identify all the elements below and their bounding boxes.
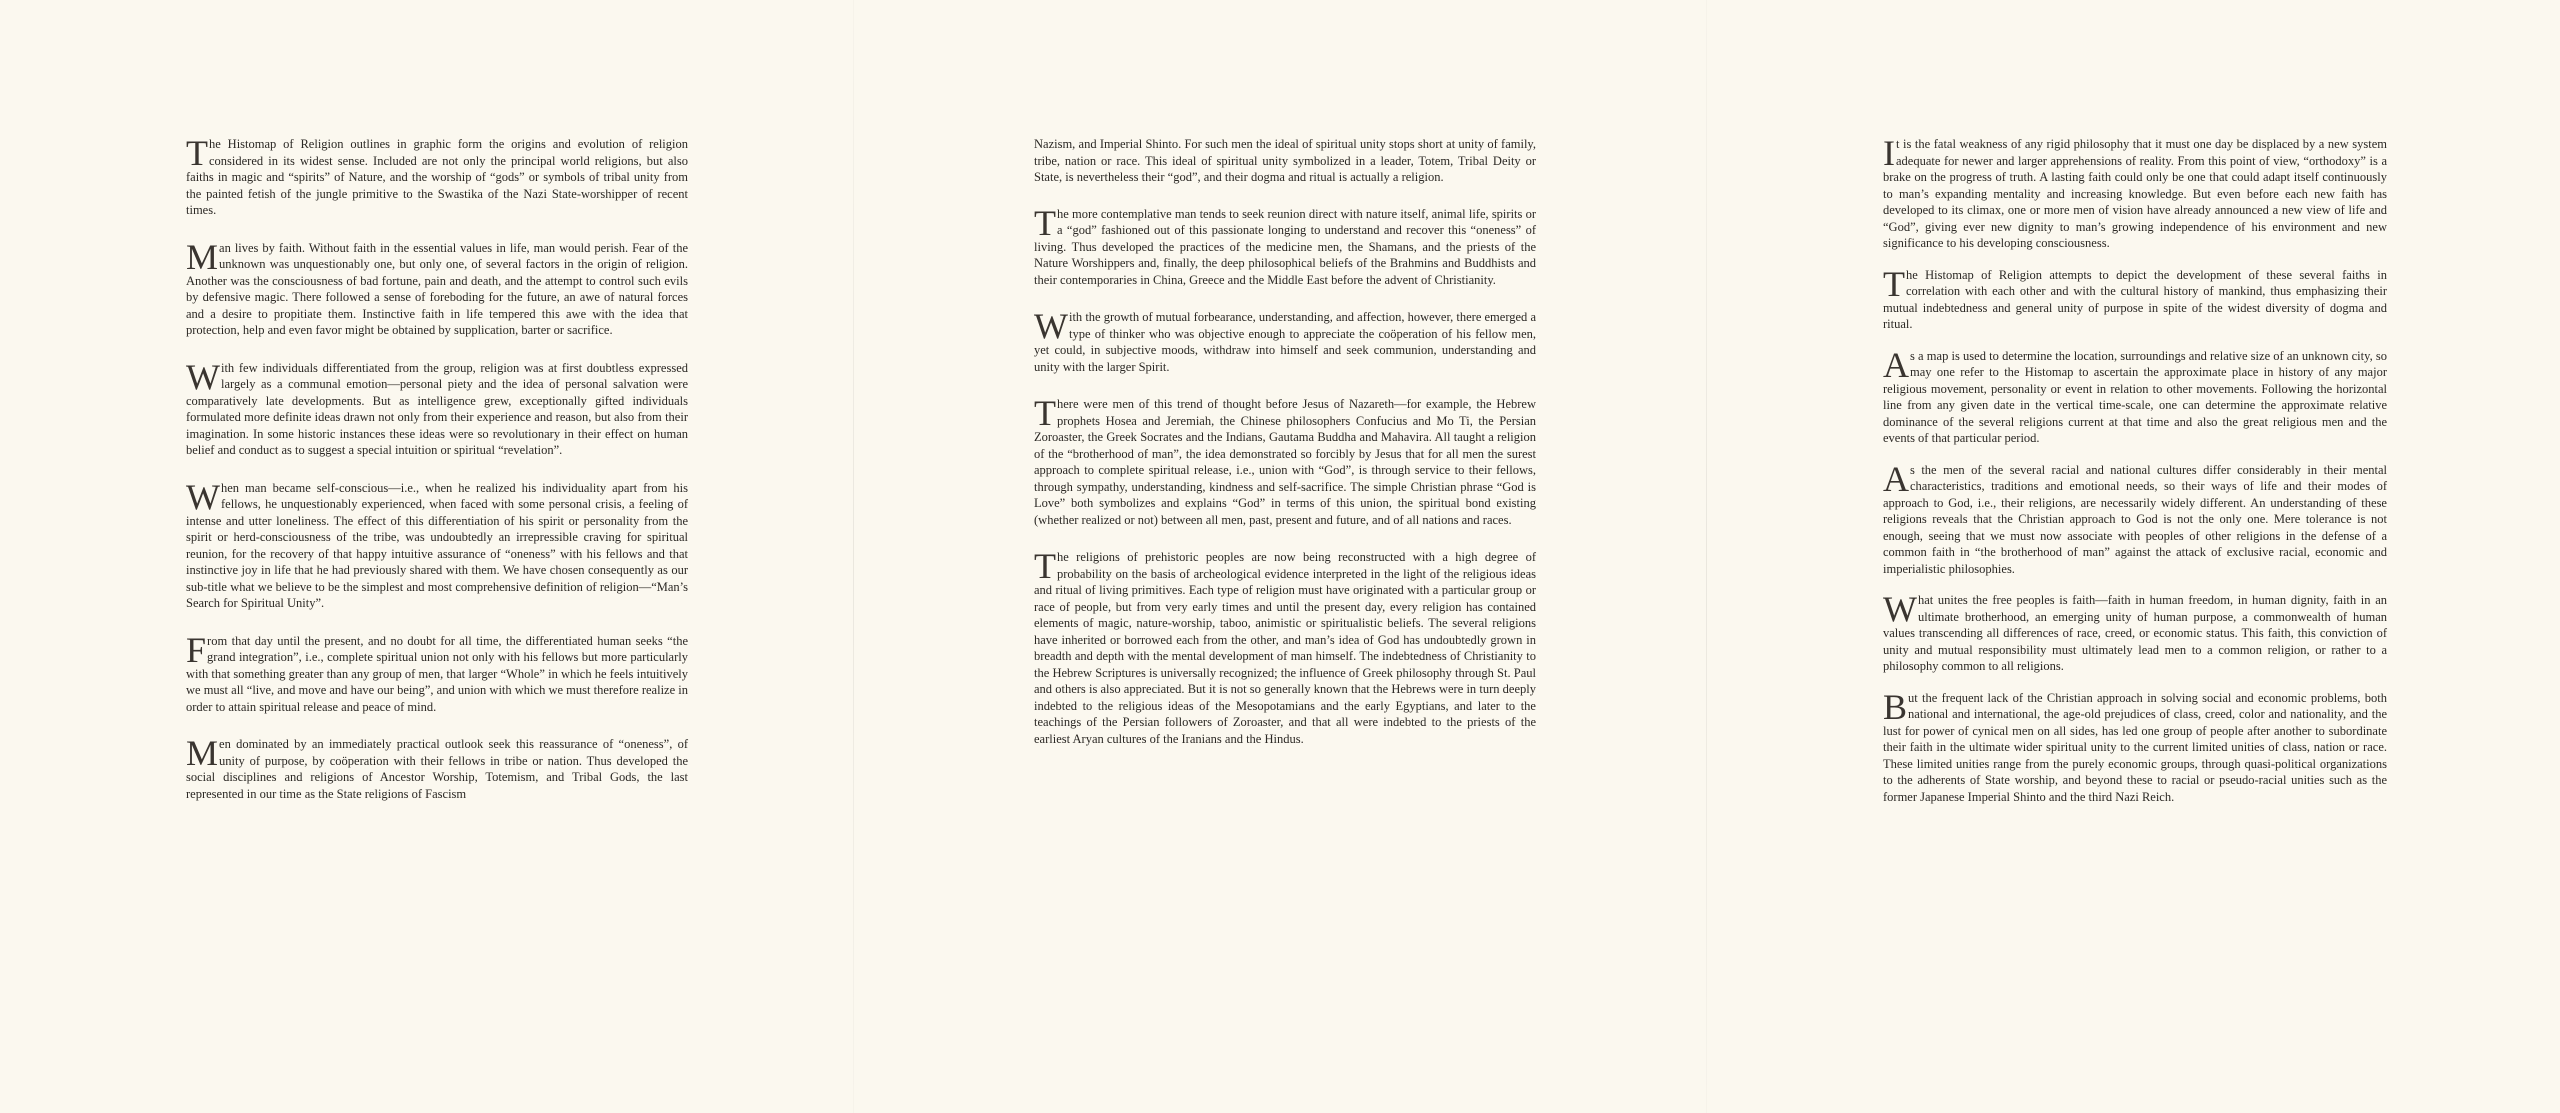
- paragraph: [1034, 393, 1536, 528]
- paragraph-text: he religions of prehistoric peoples are now being reconstructed with a high degree of probability on the basis of archeological evidence interpreted in the light of the religious ideas and ritual of living primitives. Each type of religion must have originated with a particular group or race of people, but from very early times and until the present day, every religion has contained elements of magic, nature-worship, taboo, animistic or spiritualistic beliefs. The several religions have inherited or borrowed each from the other, and man’s idea of God has undoubtedly grown in breadth and depth with the mental development of man himself. The indebtedness of Christianity to the Hebrew Scriptures is universally recognized; the influence of Greek philosophy through St. Paul and others is also appreciated. But it is not so generally known that the Hebrews were in turn deeply indebted to the religious ideas of the Mesopotamians and the early Egyptians, and later to the teachings of the Persian followers of Zoroaster, and that all were indebted to the priests of the earliest Aryan cultures of the Iranians and the Hindus.: [1034, 550, 1536, 746]
- paragraph: [1883, 458, 2387, 578]
- paragraph-text: s the men of the several racial and national cultures differ considerably in their mental characteristics, traditions and emotional needs, so their ways of life and their modes of approach to God, i.e., their religions, are necessarily widely different. An understanding of these religions reveals that the Christian approach to God is not the only one. Mere tolerance is not enough, seeing that we must now associate with peoples of other religions in the defense of a common faith in “the brotherhood of man” against the attack of exclusive racial, economic and imperialistic philosophies.: [1883, 462, 2387, 576]
- drop-cap: W: [1883, 589, 1917, 629]
- drop-cap: T: [1883, 263, 1905, 304]
- drop-cap: F: [186, 629, 207, 670]
- paragraph: [186, 356, 688, 459]
- drop-cap: B: [1883, 686, 1908, 727]
- paragraph: [1883, 263, 2387, 333]
- paragraph: [186, 133, 688, 219]
- drop-cap: M: [186, 733, 219, 773]
- page-fold-right: [1706, 0, 1707, 1113]
- drop-cap: T: [1034, 202, 1056, 243]
- drop-cap: T: [1034, 546, 1056, 586]
- drop-cap: W: [186, 356, 220, 397]
- paragraph-continued: [1034, 136, 1536, 186]
- paragraph-text: he more contemplative man tends to seek reunion direct with nature itself, animal life, spirits or a “god” fashioned out of this passionate longing to understand and recover this “oneness” of living. Thus developed the practices of the medicine men, the Shamans, and the priests of the Nature Worshippers and, finally, the deep philosophical beliefs of the Brahmins and Buddhists and their contemporaries in China, Greece and the Middle East before the advent of Christianity.: [1034, 206, 1536, 287]
- paragraph-text: here were men of this trend of thought before Jesus of Nazareth—for example, the Hebrew prophets Hosea and Jeremiah, the Chinese philosophers Confucius and Mo Ti, the Persian Zoroaster, the Greek Socrates and the Indians, Gautama Buddha and Mahavira. All taught a religion of the “brotherhood of man”, the idea demonstrated so forcibly by Jesus that for all men the surest approach to complete spiritual release, i.e., union with “God”, is through service to their fellows, through sympathy, understanding, kindness and self-sacrifice. The simple Christian phrase “God is Love” both symbolizes and explains “God” in terms of this union, the spiritual bond existing (whether realized or not) between all men, past, present and future, and of all nations and races.: [1034, 397, 1536, 527]
- paragraph-text: hat unites the free peoples is faith—faith in human freedom, in human dignity, faith in an ultimate brotherhood, an emerging unity of human purpose, a commonwealth of human values transcending all differences of race, creed, or economic status. This faith, this conviction of unity and mutual responsibility must ultimately lead men to a common religion, or rather to a philosophy common to all religions.: [1883, 593, 2387, 673]
- paragraph: [186, 733, 688, 802]
- paragraph: [1883, 133, 2387, 252]
- paragraph-text: t is the fatal weakness of any rigid philosophy that it must one day be displaced by a new system adequate for newer and larger apprehensions of reality. From this point of view, “orthodoxy” is a brake on the progress of truth. A lasting faith could only be one that could adapt itself continuously to man’s expanding mentality and increasing knowledge. But even before each new faith has developed to its climax, one or more men of vision have already announced a new view of life and “God”, giving ever new dignity to man’s growing independence of his environment and new significance to his developing consciousness.: [1883, 137, 2387, 250]
- text-column-left: [186, 133, 688, 823]
- paragraph: [186, 629, 688, 716]
- paragraph: [1883, 686, 2387, 806]
- drop-cap: I: [1883, 133, 1895, 173]
- paragraph-text: en dominated by an immediately practical outlook seek this reassurance of “oneness”, of unity of purpose, by coöperation with their fellows in tribe or nation. Thus developed the social disciplines and religions of Ancestor Worship, Totemism, and Tribal Gods, the last represented in our time as the State religions of Fascism: [186, 737, 688, 801]
- paragraph-text: he Histomap of Religion outlines in graphic form the origins and evolution of religion considered in its widest sense. Included are not only the principal world religions, but also faiths in magic and “spirits” of Nature, and the worship of “gods” or symbols of tribal unity from the painted fetish of the jungle primitive to the Swastika of the Nazi State-worshipper of recent times.: [186, 137, 688, 217]
- paragraph: [1034, 546, 1536, 747]
- drop-cap: T: [1034, 393, 1056, 433]
- paragraph-text: hen man became self-conscious—i.e., when he realized his individuality apart from his fellows, he unquestionably experienced, when faced with some personal crisis, a feeling of intense and utter loneliness. The effect of this differentiation of his spirit or personality from the spirit or herd-consciousness of the tribe, was undoubtedly an irrepressible craving for spiritual reunion, for the recovery of that happy intuitive assurance of “oneness” with his fellows and that instinctive joy in life that he had previously shared with them. We have chosen consequently as our sub-title what we believe to be the simplest and most comprehensive definition of religion—“Man’s Search for Spiritual Unity”.: [186, 480, 688, 610]
- drop-cap: M: [186, 236, 219, 277]
- paragraph: [1883, 344, 2387, 447]
- paragraph-text: ith few individuals differentiated from the group, religion was at first doubtless expressed largely as a communal emotion—personal piety and the idea of personal salvation were comparatively late developments. But as intelligence grew, exceptionally gifted individuals formulated more definite ideas drawn not only from their experience and reason, but also from their imagination. In some historic instances these ideas were so revolutionary in their effect on human belief and conduct as to suggest a special intuition or spiritual “revelation”.: [186, 360, 688, 457]
- text-column-right: [1883, 133, 2387, 820]
- paragraph: [1883, 589, 2387, 675]
- drop-cap: W: [1034, 306, 1068, 346]
- paragraph: [1034, 306, 1536, 375]
- paragraph-text: s a map is used to determine the location, surroundings and relative size of an unknown city, so may one refer to the Histomap to ascertain the approximate place in history of any major religious movement, personality or event in relation to other movements. Following the horizontal line from any given date in the vertical time-scale, one can determine the approximate relative dominance of the several religions current at that time and also the great religious men and the events of that particular period.: [1883, 348, 2387, 445]
- text-column-middle: [1034, 136, 1536, 768]
- paragraph-text: ith the growth of mutual forbearance, understanding, and affection, however, there emerged a type of thinker who was objective enough to appreciate the coöperation of his fellow men, yet could, in subjective moods, withdraw into himself and seek communion, understanding and unity with the larger Spirit.: [1034, 310, 1536, 374]
- paragraph: [1034, 202, 1536, 289]
- paragraph-text: ut the frequent lack of the Christian approach in solving social and economic problems, both national and international, the age-old prejudices of class, creed, color and nationality, and the lust for power of cynical men on all sides, has led one group of people after another to subordinate their faith in the ultimate wider spiritual unity to the current limited unities of class, nation or race. These limited unities range from the purely economic groups, through quasi-political organizations to the adherents of State worship, and beyond these to racial or pseudo-racial unities such as the former Japanese Imperial Shinto and the third Nazi Reich.: [1883, 690, 2387, 804]
- paragraph-text: rom that day until the present, and no doubt for all time, the differentiated human seeks “the grand integration”, i.e., complete spiritual union not only with his fellows but more particularly with that something greater than any group of men, that larger “Whole” in which he feels intuitively we must all “live, and move and have our being”, and union with which we must therefore realize in order to attain spiritual release and peace of mind.: [186, 633, 688, 714]
- drop-cap: A: [1883, 344, 1909, 385]
- drop-cap: W: [186, 476, 220, 517]
- paragraph-text: an lives by faith. Without faith in the essential values in life, man would perish. Fear of the unknown was unquestionably one, but only one, of several factors in the origin of religion. Another was the consciousness of bad fortune, pain and death, and the attempt to control such evils by defensive magic. There followed a sense of foreboding for the future, an awe of natural forces and a desire to propitiate them. Instinctive faith in life tempered this awe with the idea that protection, help and even favor might be obtained by supplication, barter or sacrifice.: [186, 240, 688, 337]
- drop-cap: A: [1883, 458, 1909, 499]
- drop-cap: T: [186, 133, 208, 173]
- paragraph-text: Nazism, and Imperial Shinto. For such men the ideal of spiritual unity stops short at unity of family, tribe, nation or race. This ideal of spiritual unity symbolized in a leader, Totem, Tribal Deity or State, is nevertheless their “god”, and their dogma and ritual is actually a religion.: [1034, 137, 1536, 184]
- page-fold-left: [853, 0, 854, 1113]
- paragraph: [186, 236, 688, 339]
- paragraph-text: he Histomap of Religion attempts to depict the development of these several faiths in correlation with each other and with the cultural history of mankind, thus emphasizing their mutual indebtedness and general unity of purpose in spite of the widest diversity of dogma and ritual.: [1883, 267, 2387, 331]
- paragraph: [186, 476, 688, 612]
